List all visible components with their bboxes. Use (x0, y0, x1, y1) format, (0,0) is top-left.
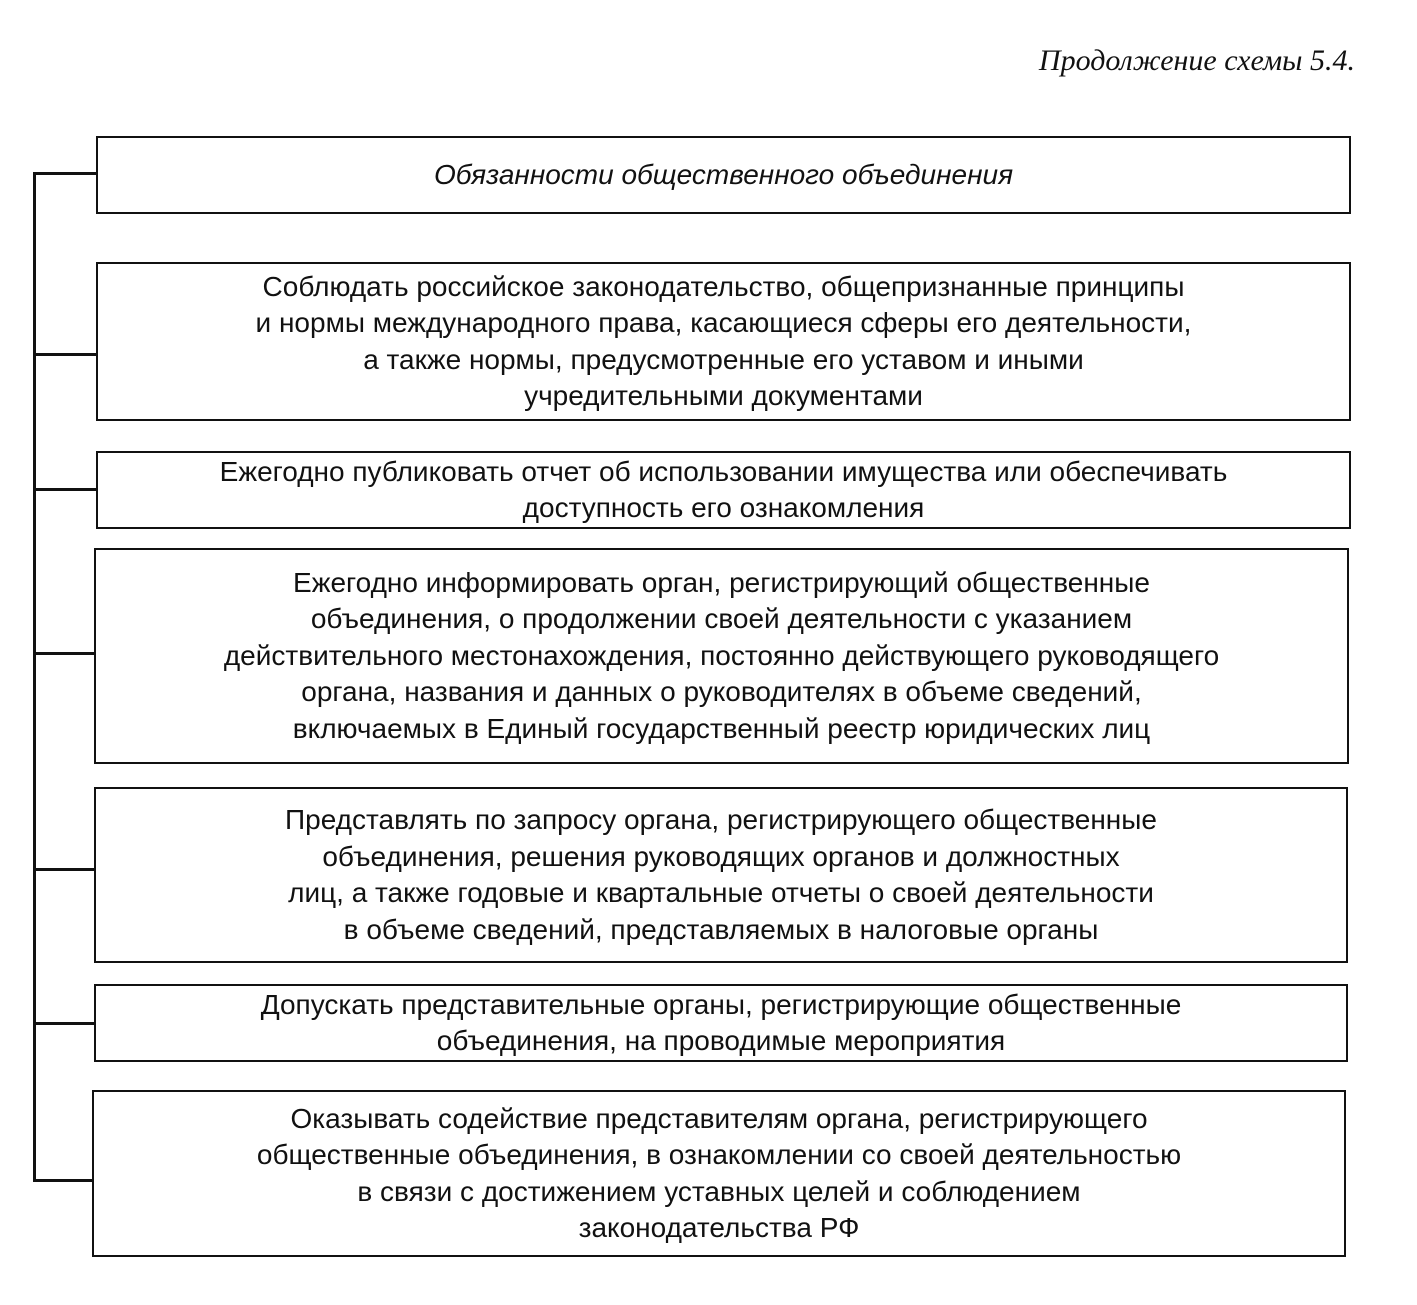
duty-text-2: Ежегодно публиковать отчет об использовании имущества или обеспечивать доступность его ознакомления (219, 455, 1228, 523)
duty-text-1: Соблюдать российское законодательство, общепризнанные принципы и нормы международного права, касающиеся сферы его деятельности, а также нормы, предусмотренные его уставом и иными учредительными документами (255, 270, 1192, 411)
duty-box-1 (96, 262, 1351, 421)
duty-box-2 (96, 451, 1351, 529)
duty-text-5: Допускать представительные органы, регистрирующие общественные объединения, на проводимые мероприятия (260, 988, 1182, 1056)
diagram-caption: Продолжение схемы 5.4. (1038, 44, 1355, 77)
connector-branch-duty-3 (33, 652, 97, 655)
duty-box-3 (94, 548, 1349, 764)
duty-box-6 (92, 1090, 1346, 1257)
duty-text-6: Оказывать содействие представителям органа, регистрирующего общественные объединения, в ознакомлении со своей деятельностью в связи с достижением уставных целей и соблюдением законодательства РФ (256, 1102, 1182, 1243)
duty-box-5 (94, 984, 1348, 1062)
connector-branch-duty-1 (33, 353, 97, 356)
duty-box-4 (94, 787, 1348, 963)
connector-trunk (33, 173, 36, 1181)
duty-text-4: Представлять по запросу органа, регистрирующего общественные объединения, решения руководящих органов и должностных лиц, а также годовые и квартальные отчеты о своей деятельности в объеме сведений, представляемых в налоговые органы (285, 804, 1157, 945)
connector-branch-duty-4 (33, 868, 97, 871)
connector-branch-duty-6 (33, 1179, 97, 1182)
header-text: Обязанности общественного объединения (433, 158, 1014, 190)
connector-branch-duty-5 (33, 1022, 97, 1025)
duty-text-3: Ежегодно информировать орган, регистрирующий общественные объединения, о продолжении своей деятельности с указанием действительного местонахождения, постоянно действующего руководящего органа, названия и данных о руководителях в объеме сведений, включаемых в Единый государственный реестр юридических лиц (223, 566, 1220, 744)
header-box (96, 136, 1351, 214)
connector-branch-header (33, 172, 97, 175)
connector-branch-duty-2 (33, 488, 97, 491)
